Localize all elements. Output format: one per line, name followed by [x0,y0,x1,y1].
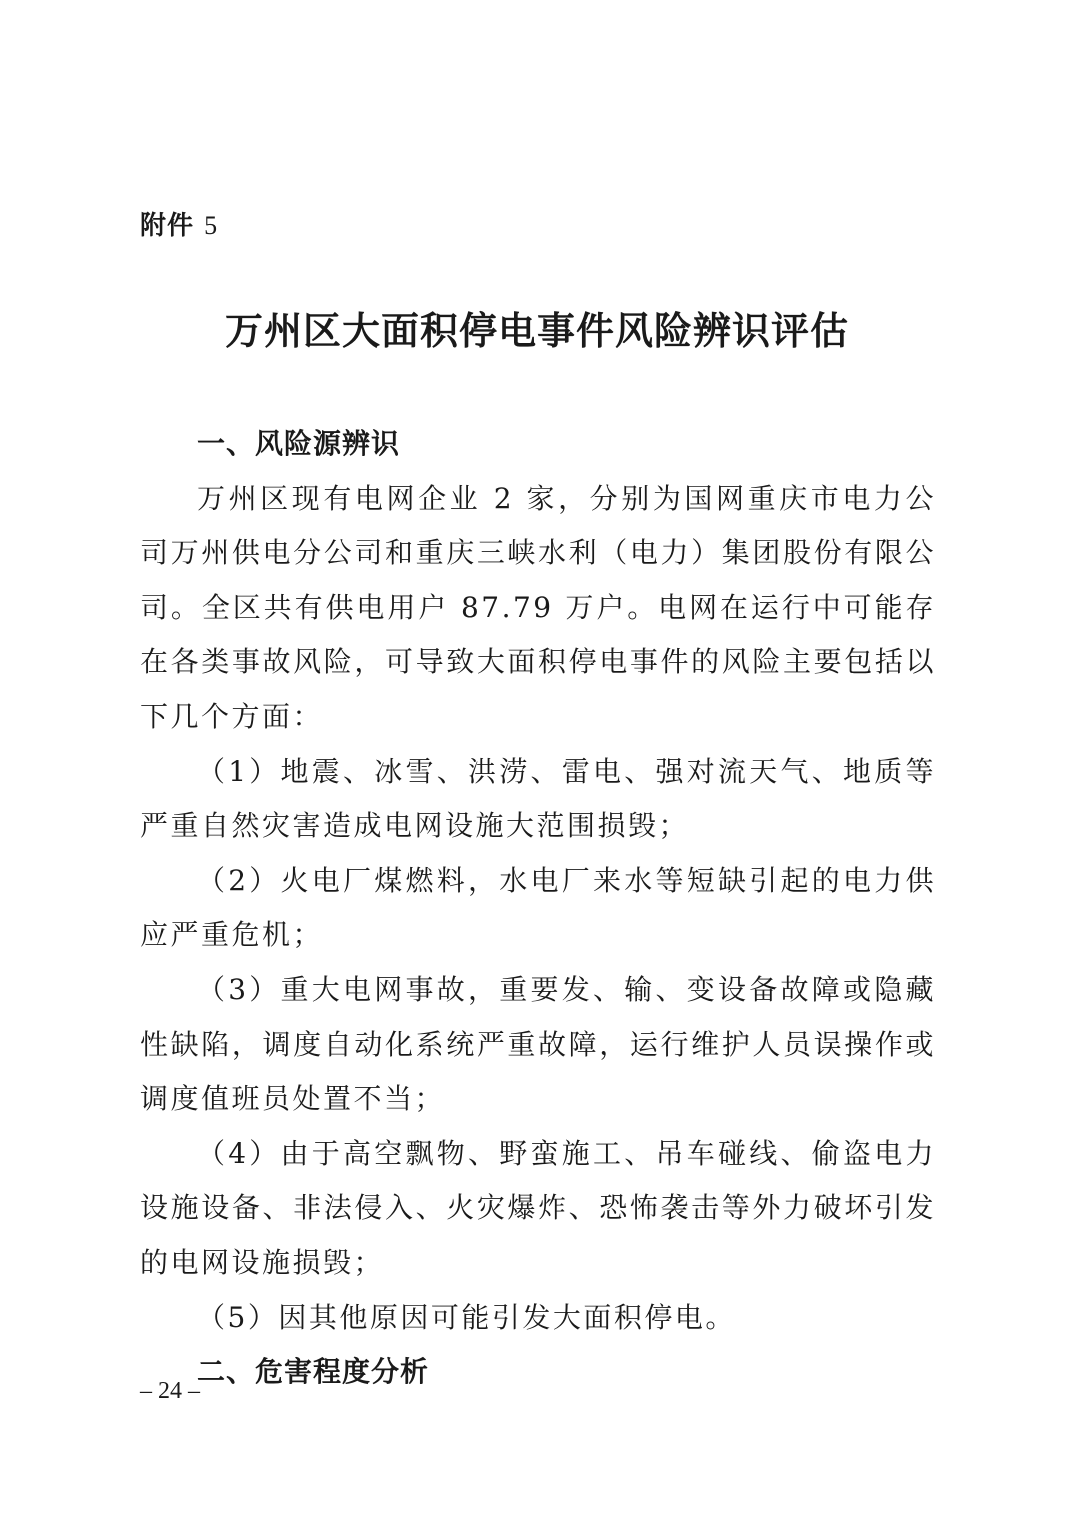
document-body [140,417,936,1400]
section-heading-risk-identification: 一、风险源辨识 [197,427,401,460]
attachment-text: 附件 [140,211,195,241]
risk-item-3: （3）重大电网事故，重要发、输、变设备故障或隐藏性缺陷，调度自动化系统严重故障，运行维护人员误操作或调度值班员处置不当； [140,972,936,1116]
risk-item-1: （1）地震、冰雪、洪涝、雷电、强对流天气、地质等严重自然灾害造成电网设施大范围损毁； [140,754,936,843]
intro-paragraph: 万州区现有电网企业 2 家，分别为国网重庆市电力公司万州供电分公司和重庆三峡水利（电力）集团股份有限公司。全区共有供电用户 87.79 万户。电网在运行中可能存在各类事故风险，可导致大面积停电事件的风险主要包括以下几个方面： [140,481,936,733]
section-heading-hazard-analysis: 二、危害程度分析 [197,1355,430,1389]
risk-item-4: （4）由于高空飘物、野蛮施工、吊车碰线、偷盗电力设施设备、非法侵入、火灾爆炸、恐怖袭击等外力破坏引发的电网设施损毁； [140,1136,936,1279]
document-title: 万州区大面积停电事件风险辨识评估 [224,308,849,353]
page-number: – 24 – [140,1378,200,1404]
risk-item-2: （2）火电厂煤燃料，水电厂来水等短缺引起的电力供应严重危机； [140,863,936,952]
attachment-number: 5 [204,211,219,240]
attachment-label [140,205,218,242]
risk-item-5: （5）因其他原因可能引发大面积停电。 [197,1300,736,1334]
